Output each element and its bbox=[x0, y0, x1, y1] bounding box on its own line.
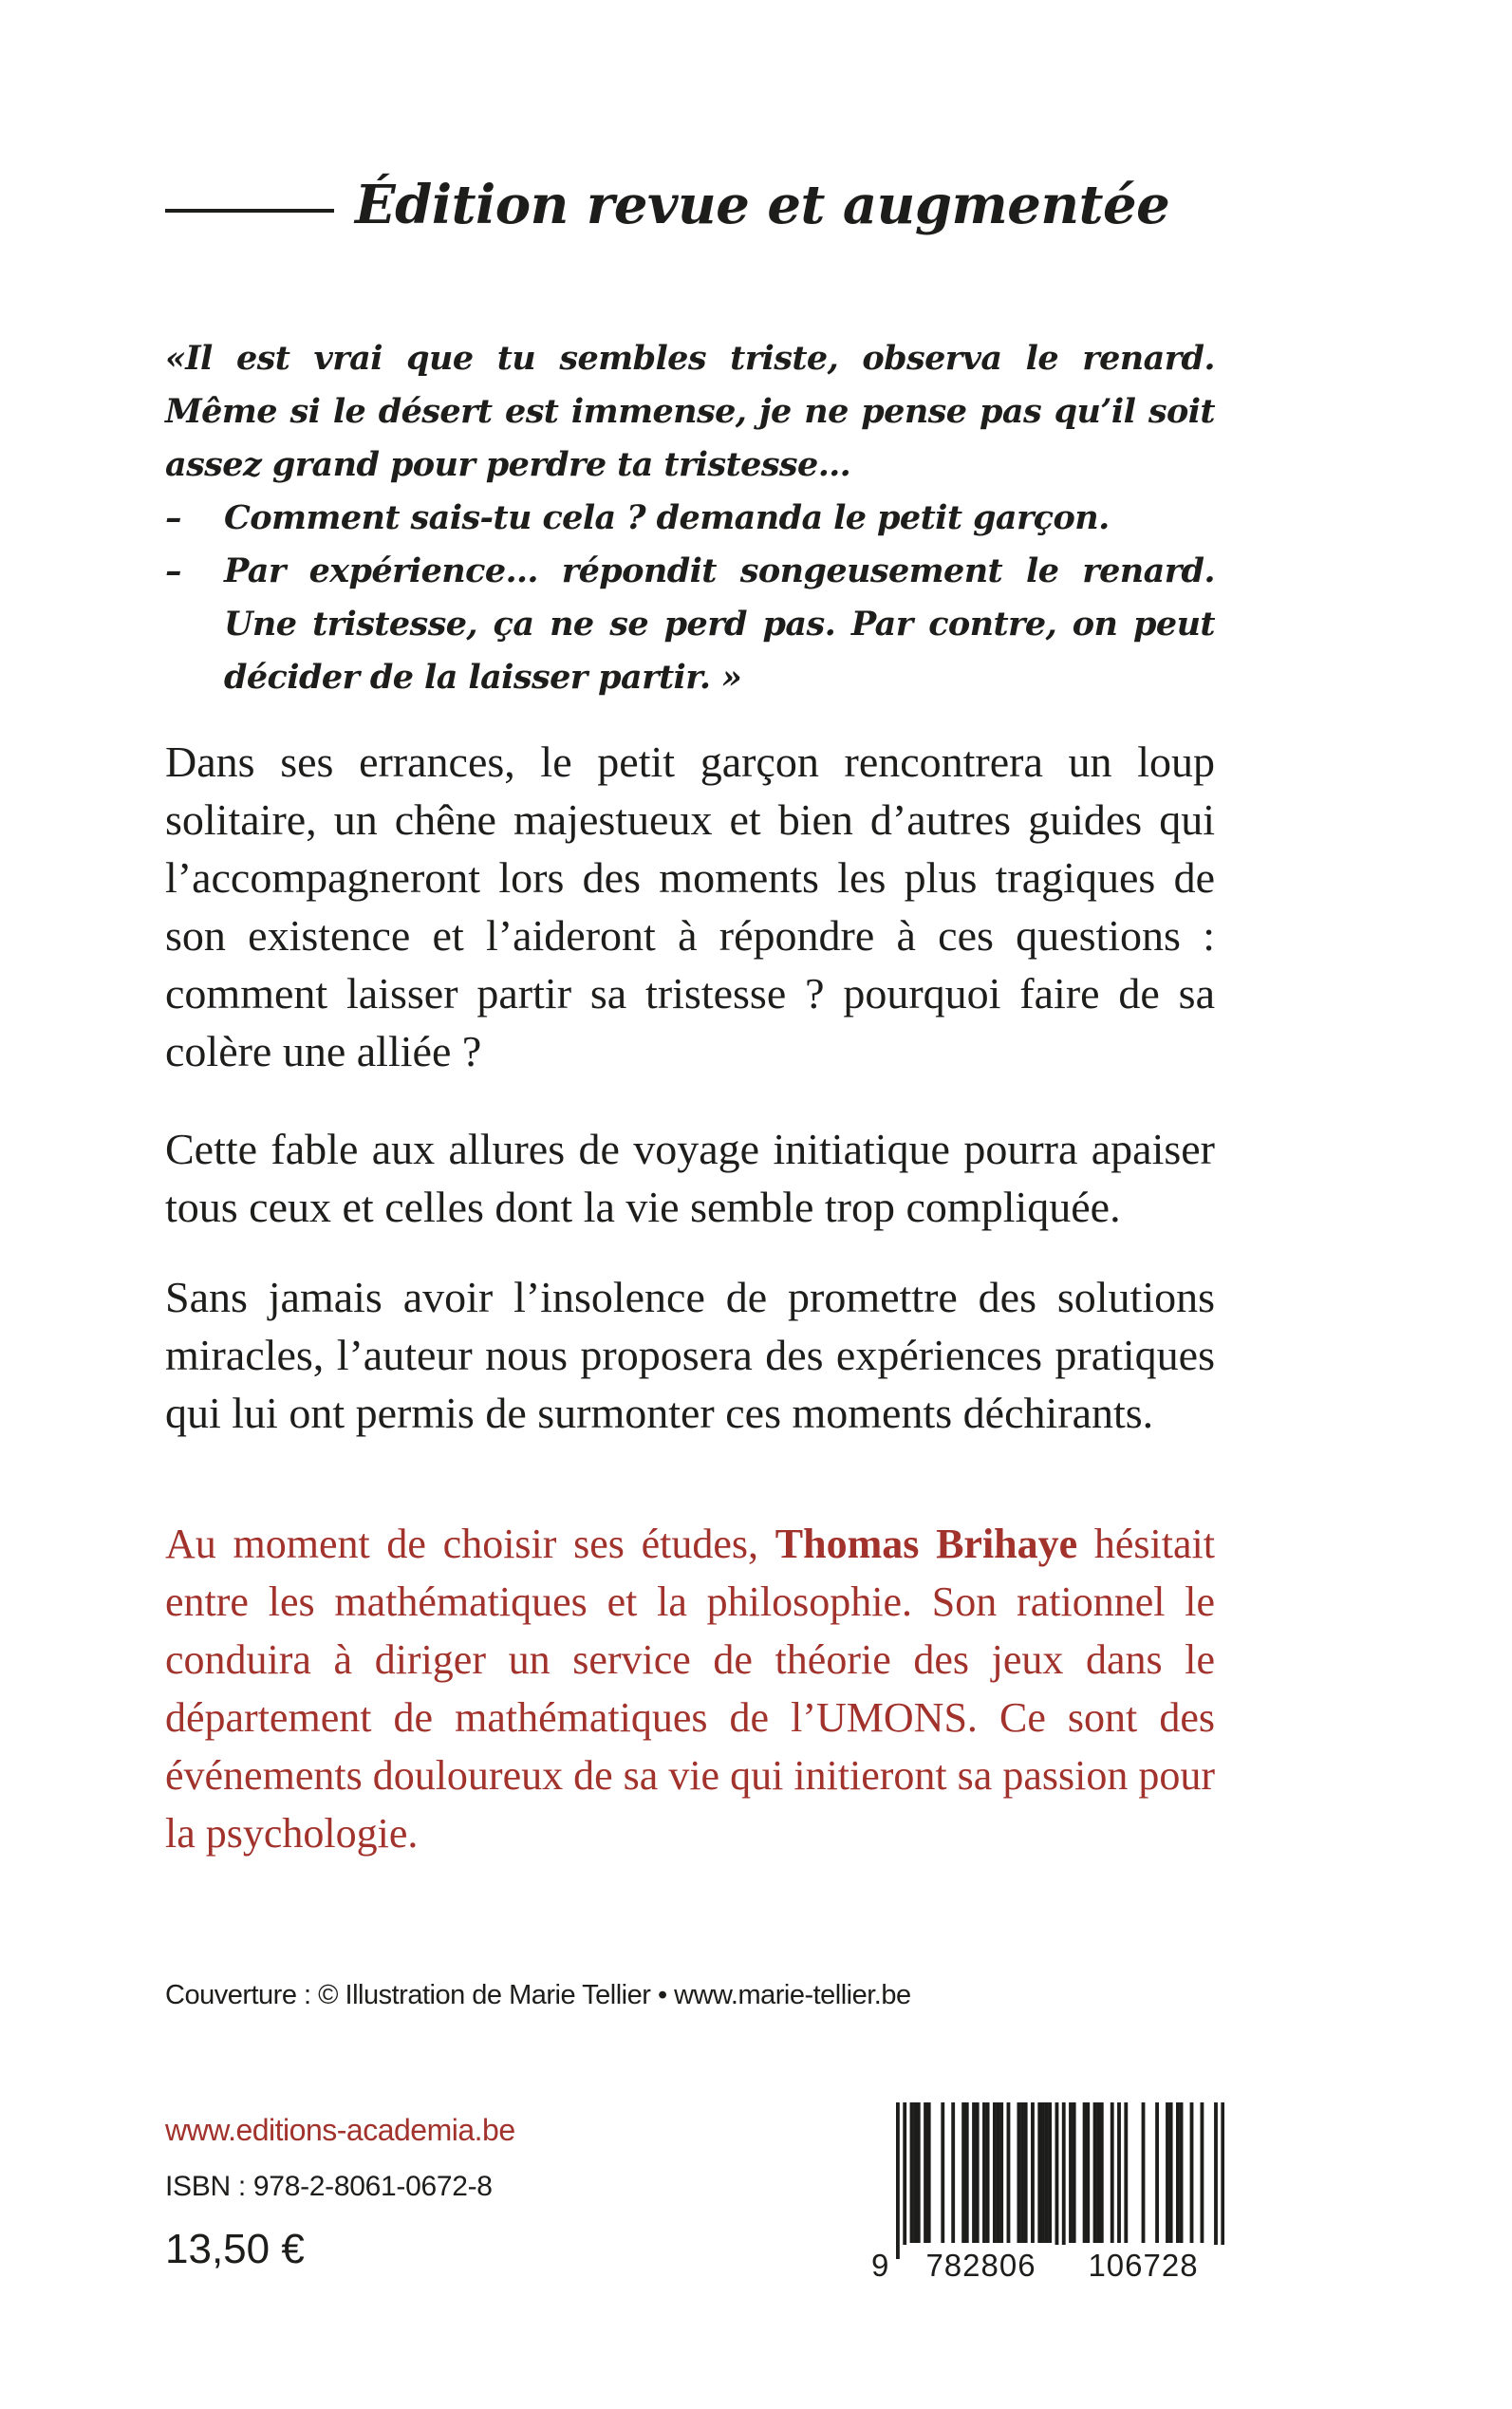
barcode-bar bbox=[1100, 2102, 1104, 2243]
barcode-bar bbox=[1048, 2102, 1052, 2243]
barcode-bar bbox=[1083, 2102, 1087, 2243]
barcode-bar bbox=[1037, 2102, 1041, 2243]
barcode-bar bbox=[1201, 2102, 1204, 2243]
barcode-bar bbox=[1007, 2102, 1011, 2243]
barcode-bar bbox=[1169, 2102, 1173, 2243]
price: 13,50 € bbox=[165, 2226, 305, 2272]
barcode-bar bbox=[1069, 2102, 1073, 2243]
barcode-left-group: 782806 bbox=[900, 2245, 1062, 2287]
barcode-bar bbox=[1020, 2102, 1024, 2243]
quote-line-1: «Il est vrai que tu sembles triste, observa le renard. Même si le désert est immense, je ne pense pas qu’il soit assez grand pour perdre ta tristesse… bbox=[165, 339, 1215, 484]
barcode-bar bbox=[965, 2102, 969, 2243]
barcode-bar bbox=[924, 2102, 927, 2243]
barcode-bar bbox=[1017, 2102, 1020, 2243]
barcode-bar bbox=[1024, 2102, 1028, 2243]
barcode-bar bbox=[986, 2102, 990, 2243]
barcode-bar bbox=[1031, 2102, 1035, 2243]
quote-line-2 bbox=[165, 492, 1215, 545]
summary-paragraph-1: Dans ses errances, le petit garçon rencontrera un loup solitaire, un chêne majestueux et bien d’autres guides qui l’accompagneront lors des moments les plus tragiques de son existence et l’aideront à répondre à ces questions : comment laisser partir sa tristesse ? pourquoi faire de sa colère une alliée ? bbox=[165, 738, 1215, 1075]
barcode-bar bbox=[1055, 2102, 1059, 2259]
barcode-bar bbox=[1180, 2102, 1184, 2243]
publisher-website[interactable]: www.editions-academia.be bbox=[165, 2113, 515, 2147]
barcode-first-digit: 9 bbox=[871, 2248, 890, 2283]
barcode-bar bbox=[1124, 2102, 1128, 2243]
quote-block bbox=[165, 332, 1215, 704]
barcode-bar bbox=[1111, 2102, 1114, 2243]
barcode-bar bbox=[982, 2102, 986, 2243]
barcode-bar bbox=[972, 2102, 976, 2243]
quote-line-3-text: Par expérience… répondit songeusement le renard. Une tristesse, ça ne se perd pas. Par contre, on peut décider de la laisser partir. » bbox=[224, 551, 1215, 697]
barcode-bar bbox=[1093, 2102, 1097, 2243]
barcode-bar bbox=[913, 2102, 917, 2243]
edition-rule bbox=[165, 209, 334, 213]
barcode-bar bbox=[1045, 2102, 1049, 2243]
barcode-bar bbox=[1221, 2102, 1224, 2259]
barcode-bar bbox=[1176, 2102, 1180, 2243]
barcode-bar bbox=[1073, 2102, 1076, 2243]
barcode-bar bbox=[1155, 2102, 1159, 2243]
barcode-bar bbox=[1190, 2102, 1194, 2243]
isbn: ISBN : 978-2-8061-0672-8 bbox=[165, 2171, 493, 2202]
barcode-bar bbox=[896, 2102, 900, 2259]
barcode-bar bbox=[993, 2102, 997, 2243]
barcode-bar bbox=[927, 2102, 931, 2243]
ean-barcode bbox=[871, 2102, 1224, 2292]
barcode-bar bbox=[1041, 2102, 1045, 2243]
quote-line-3 bbox=[165, 545, 1215, 704]
summary-paragraph-3: Sans jamais avoir l’insolence de promettre des solutions miracles, l’auteur nous proposera des expériences pratiques qui lui ont permis de surmonter ces moments déchirants. bbox=[165, 1273, 1215, 1437]
quote-line-2-text: Comment sais-tu cela ? demanda le petit garçon. bbox=[224, 498, 1110, 537]
summary-paragraph-2: Cette fable aux allures de voyage initiatique pourra apaiser tous ceux et celles dont la vie semble trop compliquée. bbox=[165, 1125, 1215, 1231]
barcode-bar bbox=[1062, 2102, 1066, 2259]
barcode-bar bbox=[997, 2102, 1000, 2243]
barcode-bar bbox=[1086, 2102, 1090, 2243]
barcode-bar bbox=[976, 2102, 980, 2243]
barcode-right-group: 106728 bbox=[1062, 2245, 1224, 2287]
barcode-bar bbox=[910, 2102, 914, 2243]
barcode-bar bbox=[1142, 2102, 1146, 2243]
barcode-bar bbox=[1166, 2102, 1169, 2243]
author-bio bbox=[165, 1515, 1215, 1862]
barcode-bar bbox=[1096, 2102, 1100, 2243]
barcode-bar bbox=[917, 2102, 921, 2243]
barcode-bar bbox=[1214, 2102, 1218, 2259]
barcode-bar bbox=[999, 2102, 1003, 2243]
barcode-bar bbox=[961, 2102, 965, 2243]
barcode-bar bbox=[1117, 2102, 1121, 2243]
author-name: Thomas Brihaye bbox=[775, 1521, 1078, 1567]
barcode-digits bbox=[871, 2245, 1224, 2287]
barcode-bar bbox=[903, 2102, 906, 2259]
barcode-bar bbox=[941, 2102, 944, 2243]
barcode-bars bbox=[896, 2102, 1224, 2259]
cover-credit: Couverture : © Illustration de Marie Tellier • www.marie-tellier.be bbox=[165, 1980, 911, 2010]
edition-title: Édition revue et augmentée bbox=[355, 174, 1170, 236]
quote-dash: – bbox=[165, 498, 181, 537]
quote-dash: – bbox=[165, 551, 181, 590]
author-bio-text: hésitait entre les mathématiques et la philosophie. Son rationnel le conduira à diriger un service de théorie des jeux dans le département de mathématiques de l’UMONS. Ce sont des événements douloureux de sa vie qui initieront sa passion pour la psychologie. bbox=[165, 1521, 1215, 1857]
barcode-bar bbox=[951, 2102, 955, 2243]
author-bio-intro: Au moment de choisir ses études, bbox=[165, 1521, 775, 1567]
